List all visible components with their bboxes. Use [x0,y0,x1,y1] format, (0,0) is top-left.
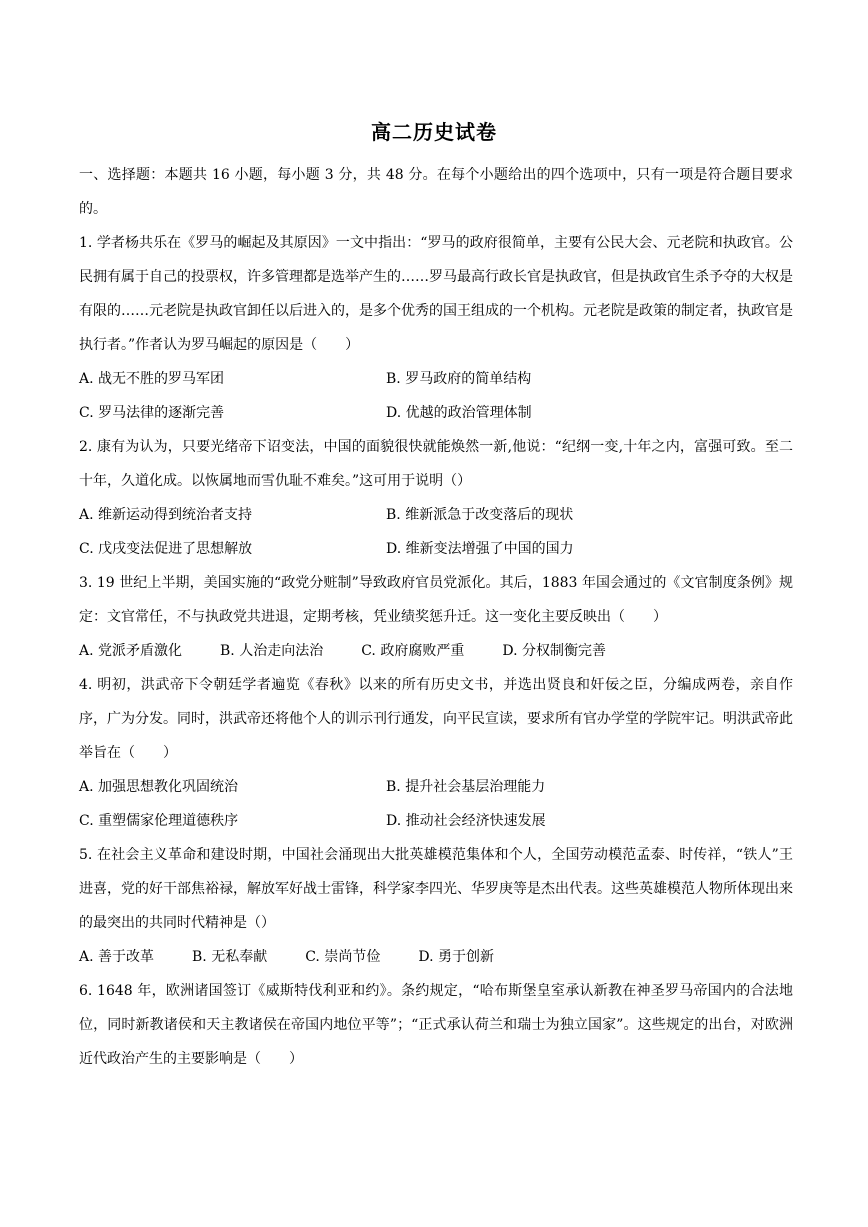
option-d: D. 维新变法增强了中国的国力 [386,541,574,557]
option-a: A. 维新运动得到统治者支持 [79,507,253,523]
question-stem: 3. 19 世纪上半期，美国实施的“政党分赃制”导致政府官员党派化。其后，1883 年国会通过的《文官制度条例》规定：文官常任，不与执政党共进退，定期考核，凭业绩奖惩升迁。这一变化主要反映出（ ） [79,575,793,625]
question-stem: 4. 明初，洪武帝下令朝廷学者遍览《春秋》以来的所有历史文书，并选出贤良和奸佞之臣，分编成两卷，亲自作序，广为分发。同时，洪武帝还将他个人的训示刊行通发，向平民宣读，要求所有官办学堂的学院牢记。明洪武帝此举旨在（ ） [79,677,793,761]
option-b: B. 无私奉献 [192,949,268,965]
page-title: 高二历史试卷 [371,120,497,144]
option-a: A. 战无不胜的罗马军团 [79,371,225,387]
question-stem: 2. 康有为认为，只要光绪帝下诏变法，中国的面貌很快就能焕然一新,他说：“纪纲一变,十年之内，富强可致。至二十年，久道化成。以恢属地而雪仇耻不难矣。”这可用于说明（） [79,439,793,489]
question-5 [79,838,793,974]
option-row [79,940,793,974]
option-a: A. 善于改革 [79,949,155,965]
option-d: D. 推动社会经济快速发展 [386,813,546,829]
question-stem: 6. 1648 年，欧洲诸国签订《威斯特伐利亚和约》。条约规定，“哈布斯堡皇室承认新教在神圣罗马帝国内的合法地位，同时新教诸侯和天主教诸侯在帝国内地位平等”；“正式承认荷兰和瑞士为独立国家”。这些规定的出台，对欧洲近代政治产生的主要影响是（ ） [79,983,793,1067]
question-2 [79,430,793,566]
option-row [79,362,793,396]
option-c: C. 政府腐败严重 [361,643,465,659]
option-d: D. 分权制衡完善 [502,643,606,659]
option-c: C. 重塑儒家伦理道德秩序 [79,813,239,829]
option-a: A. 加强思想教化巩固统治 [79,779,239,795]
question-4 [79,668,793,838]
question-stem: 1. 学者杨共乐在《罗马的崛起及其原因》一文中指出：“罗马的政府很简单，主要有公民大会、元老院和执政官。公民拥有属于自己的投票权，许多管理都是选举产生的……罗马最高行政长官是执政官，但是执政官生杀予夺的大权是有限的……元老院是执政官卸任以后进入的，是多个优秀的国王组成的一个机构。元老院是政策的制定者，执政官是执行者。”作者认为罗马崛起的原因是（ ） [79,235,793,353]
option-c: C. 罗马法律的逐渐完善 [79,405,225,421]
option-b: B. 提升社会基层治理能力 [386,779,546,795]
question-6 [79,974,793,1076]
option-row [79,634,793,668]
option-c: C. 崇尚节俭 [305,949,381,965]
option-d: D. 勇于创新 [418,949,494,965]
option-row [79,804,793,838]
option-c: C. 戊戌变法促进了思想解放 [79,541,253,557]
option-d: D. 优越的政治管理体制 [386,405,532,421]
option-row [79,770,793,804]
section-instruction: 一、选择题：本题共 16 小题，每小题 3 分，共 48 分。在每个小题给出的四个选项中，只有一项是符合题目要求的。 [79,167,793,217]
option-b: B. 罗马政府的简单结构 [386,371,532,387]
question-3 [79,566,793,668]
option-b: B. 人治走向法治 [220,643,324,659]
option-a: A. 党派矛盾激化 [79,643,183,659]
option-row [79,396,793,430]
option-row [79,498,793,532]
option-b: B. 维新派急于改变落后的现状 [386,507,574,523]
question-1 [79,226,793,430]
question-stem: 5. 在社会主义革命和建设时期，中国社会涌现出大批英雄模范集体和个人，全国劳动模范孟泰、时传祥，“铁人”王进喜，党的好干部焦裕禄，解放军好战士雷锋，科学家李四光、华罗庚等是杰出代表。这些英雄模范人物所体现出来的最突出的共同时代精神是（） [79,847,793,931]
option-row [79,532,793,566]
exam-content [79,158,793,1076]
